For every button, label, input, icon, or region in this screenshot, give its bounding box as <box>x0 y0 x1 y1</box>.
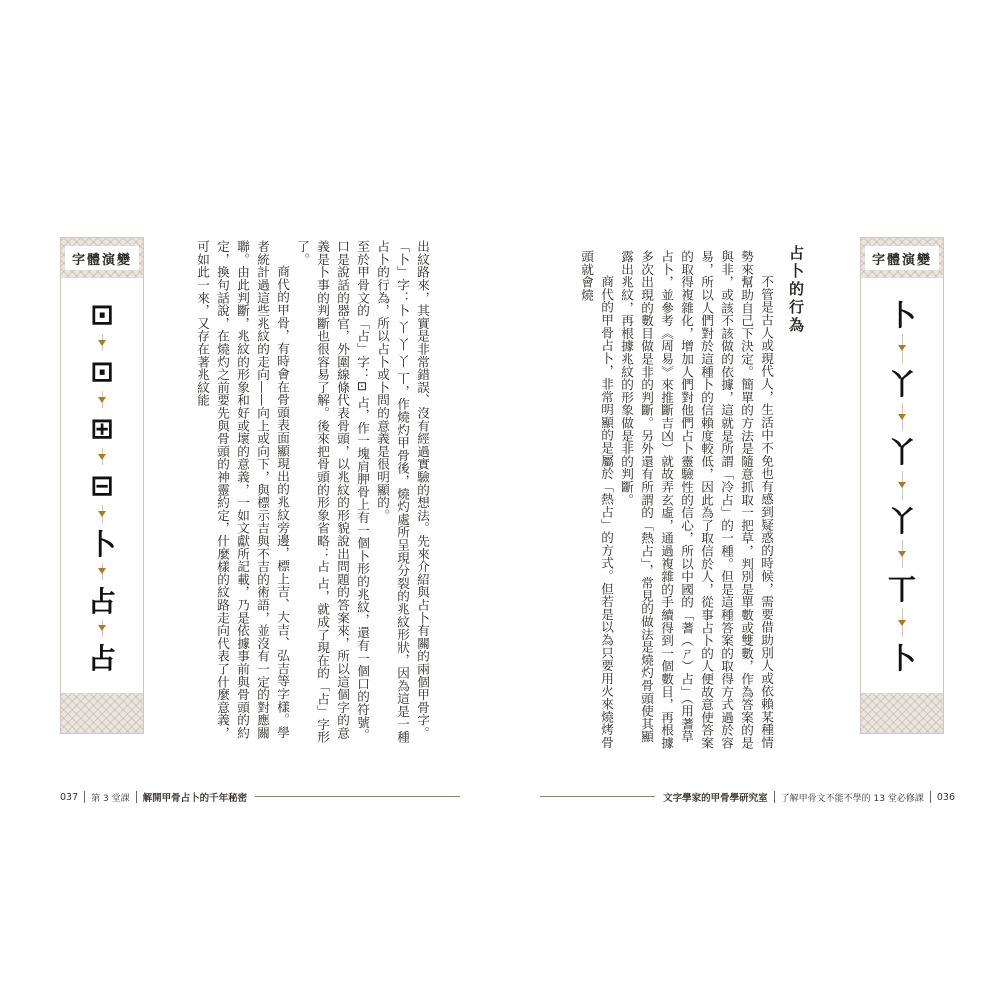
arrow-down-icon <box>98 568 106 574</box>
footer-left <box>60 787 255 807</box>
arrow-down-icon <box>98 625 106 631</box>
evolution-glyph: ⊡ <box>80 294 124 334</box>
page-number: 037 <box>60 791 79 803</box>
right-page <box>500 0 1000 1000</box>
evolution-glyph: 卜 <box>80 523 124 563</box>
arrow-down-icon <box>898 551 906 557</box>
panel-title: 字體演變 <box>65 246 139 270</box>
right-body-text <box>578 250 776 750</box>
divider <box>774 791 775 803</box>
paragraph: 「卜」字：卜 丫 丫 丫 丅，作燒灼甲骨後，燒灼處所呈現分裂的兆紋形狀，因為這是一種占卜的行為，所以占卜或卜問的意義是很明顯的。 <box>375 240 410 744</box>
evolution-glyph: 占 <box>80 637 124 677</box>
divider <box>84 791 85 803</box>
arrow-down-icon <box>98 340 106 346</box>
decorative-band-bottom <box>61 693 143 733</box>
arrow-down-icon <box>898 482 906 488</box>
paragraph: 不管是古人或現代人，生活中不免也有感到疑惑的時候，需要借助別人或依賴某種情勢來幫助自己下決定。簡單的方法是隨意抓取一把草，判別是單數或雙數，作為答案的是與非，或該不該做的依據，這就是所謂「冷占」的一種。但是這種答案的取得方式過於容易，所以人們對於這種卜的信賴度較低，因此為了取信於人，從事占卜的人便故意使答案的取得複雜化，增加人們對他們占卜靈驗性的信心，所以中國的「蓍（ㄕ）占」（用蓍草占卜，並參考《周易》來推斷吉凶）就故弄玄虛，通過複雜的手續得到一個數目，再根據多次出現的數目做是非的判斷。另外還有所謂的「熱占」，常見的做法是燒灼骨頭使其顯露出兆紋，再根據兆紋的形象做是非的判斷。 <box>619 250 774 750</box>
decorative-band-top <box>861 238 943 278</box>
divider <box>136 791 137 803</box>
evolution-glyph: 卜 <box>880 637 924 677</box>
decorative-band-top <box>61 238 143 278</box>
arrow-down-icon <box>98 397 106 403</box>
arrow-down-icon <box>898 414 906 420</box>
evolution-glyph: 丅 <box>880 568 924 608</box>
evolution-glyph: 占 <box>80 580 124 620</box>
paragraph: 商代的甲骨占卜，非常明顯的是屬於「熱占」的方式。但若是以為只要用火來燒烤骨頭就會燒 <box>579 250 614 749</box>
arrow-down-icon <box>98 511 106 517</box>
evolution-track <box>861 294 943 677</box>
divider <box>930 791 931 803</box>
evolution-glyph: ⊟ <box>80 465 124 505</box>
paragraph: 至於甲骨文的「占」字：⊡ 占，作一塊肩胛骨上有一個卜形的兆紋，還有一個口的符號。口是說話的器官，外圍線條代表骨頭，以兆紋的形貌說出問題的答案來，所以這個字的意義是卜事的判斷也很容易了解。後來把骨頭的形象省略：占 占，就成了現在的「占」字形了。 <box>295 240 370 744</box>
evolution-glyph: ⊞ <box>80 408 124 448</box>
section-heading: 占卜的行為 <box>787 245 805 335</box>
left-body-text <box>170 240 432 750</box>
evolution-glyph: 丫 <box>880 500 924 540</box>
paragraph: 商代的甲骨，有時會在骨頭表面顯現出的兆紋旁邊，標上吉、大吉、弘吉等字樣。學者統計過這些兆紋的走向——向上或向下，與標示吉與不吉的術語，並沒有一定的對應關聯。由此判斷，兆紋的形象和好或壞的意義，一如文獻所記載，乃是依據事前與骨頭的約定，換句話說，在燒灼之前要先與骨頭的神靈約定，什麼樣的紋路走向代表了什麼意義，可如此一來，又存在著兆紋能 <box>195 240 290 740</box>
evolution-panel-right <box>860 237 944 734</box>
book-title: 文字學家的甲骨學研究室 <box>663 793 768 804</box>
evolution-panel-left <box>60 237 144 734</box>
page-number: 036 <box>936 791 955 803</box>
book-subtitle: 了解甲骨文不能不學的 13 堂必修課 <box>780 793 924 804</box>
evolution-glyph: 卜 <box>880 294 924 334</box>
footer-right <box>655 787 955 807</box>
lesson-number: 第 3 堂課 <box>91 793 130 804</box>
arrow-down-icon <box>898 345 906 351</box>
paragraph: 出紋路來，其實是非常錯誤、沒有經過實驗的想法。先來介紹與占卜有關的兩個甲骨字。 <box>415 240 430 740</box>
panel-title: 字體演變 <box>865 246 939 270</box>
evolution-track <box>61 294 143 677</box>
arrow-down-icon <box>898 620 906 626</box>
lesson-title: 解開甲骨占卜的千年秘密 <box>142 793 248 804</box>
decorative-band-bottom <box>861 693 943 733</box>
arrow-down-icon <box>98 454 106 460</box>
evolution-glyph: 丫 <box>880 363 924 403</box>
evolution-glyph: ⊡ <box>80 351 124 391</box>
evolution-glyph: 丫 <box>880 431 924 471</box>
